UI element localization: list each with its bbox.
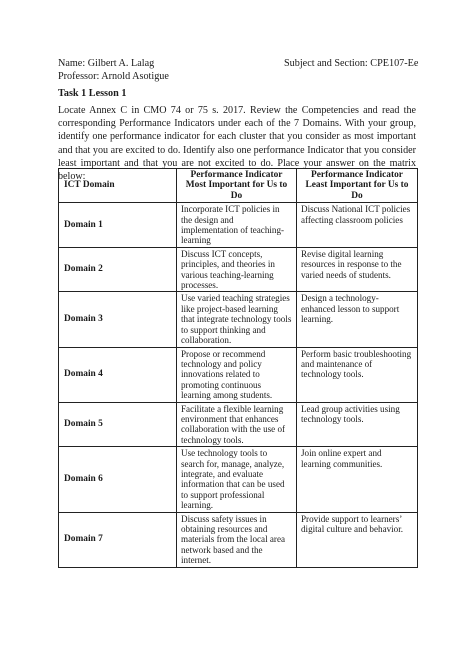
- most-important-cell: Facilitate a flexible learning environment that enhances collaboration with the use of technology tools.: [177, 402, 297, 447]
- domain-label: Domain 5: [59, 402, 177, 447]
- table-row: [59, 203, 418, 248]
- subject-section: Subject and Section: CPE107-Ee: [284, 58, 419, 69]
- least-important-cell: Join online expert and learning communities.: [297, 447, 418, 512]
- header-ict-domain: ICT Domain: [59, 169, 177, 203]
- table-row: [59, 292, 418, 347]
- ict-domain-matrix: [58, 168, 418, 568]
- header-most-important: Performance Indicator Most Important for Us to Do: [177, 169, 297, 203]
- table-row: [59, 402, 418, 447]
- task-title: Task 1 Lesson 1: [58, 88, 127, 99]
- least-important-cell: Revise digital learning resources in response to the varied needs of students.: [297, 247, 418, 292]
- least-important-cell: Design a technology-enhanced lesson to support learning.: [297, 292, 418, 347]
- least-important-cell: Perform basic troubleshooting and maintenance of technology tools.: [297, 347, 418, 402]
- least-important-cell: Lead group activities using technology tools.: [297, 402, 418, 447]
- least-important-cell: Discuss National ICT policies affecting classroom policies: [297, 203, 418, 248]
- professor-name: Professor: Arnold Asotigue: [58, 71, 169, 82]
- domain-label: Domain 4: [59, 347, 177, 402]
- domain-label: Domain 7: [59, 512, 177, 567]
- table-header-row: [59, 169, 418, 203]
- domain-label: Domain 6: [59, 447, 177, 512]
- table-row: [59, 347, 418, 402]
- instructions-paragraph: Locate Annex C in CMO 74 or 75 s. 2017. Review the Competencies and read the corresponding Performance Indicators under each of the 7 Domains. With your group, identify one performance indicator for each cluster that you consider as most important and that you are excited to do. Identify also one performance Indicator that you consider least important and that you are not excited to do. Place your answer on the matrix below:: [58, 105, 416, 183]
- most-important-cell: Propose or recommend technology and policy innovations related to promoting continuous learning among students.: [177, 347, 297, 402]
- most-important-cell: Use varied teaching strategies like project-based learning that integrate technology tools to support thinking and collaboration.: [177, 292, 297, 347]
- student-name: Name: Gilbert A. Lalag: [58, 58, 155, 69]
- most-important-cell: Incorporate ICT policies in the design and implementation of teaching-learning: [177, 203, 297, 248]
- most-important-cell: Discuss safety issues in obtaining resources and materials from the local area network based and the internet.: [177, 512, 297, 567]
- table-row: [59, 247, 418, 292]
- most-important-cell: Discuss ICT concepts, principles, and theories in various teaching-learning processes.: [177, 247, 297, 292]
- least-important-cell: Provide support to learners’ digital culture and behavior.: [297, 512, 418, 567]
- domain-label: Domain 3: [59, 292, 177, 347]
- header-least-important: Performance Indicator Least Important for Us to Do: [297, 169, 418, 203]
- table-row: [59, 512, 418, 567]
- domain-label: Domain 1: [59, 203, 177, 248]
- most-important-cell: Use technology tools to search for, manage, analyze, integrate, and evaluate information that can be used to support professional learning.: [177, 447, 297, 512]
- table-row: [59, 447, 418, 512]
- domain-label: Domain 2: [59, 247, 177, 292]
